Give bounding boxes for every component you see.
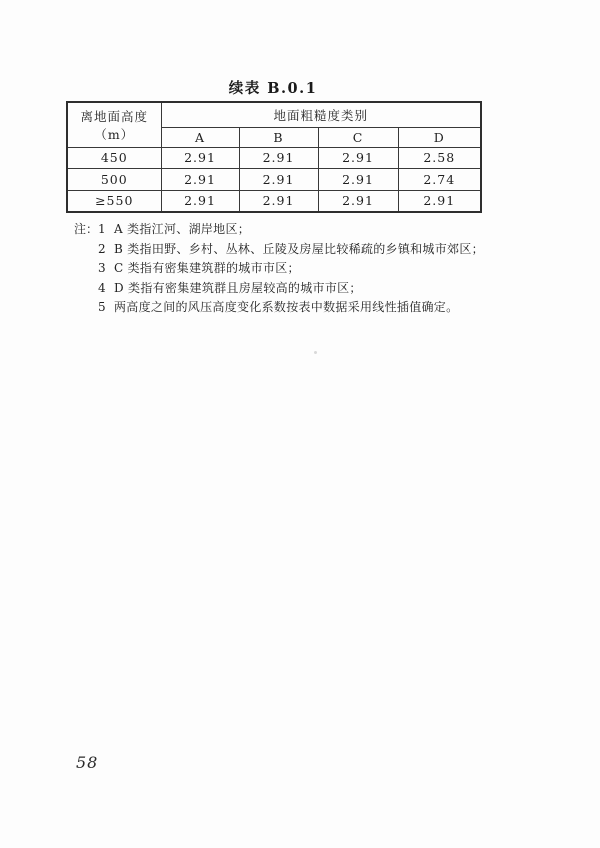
scan-artifact-dot (314, 351, 317, 354)
note-item (74, 240, 534, 260)
column-header-b: B (239, 127, 318, 147)
value-cell: 2.91 (161, 169, 239, 191)
note-number: 4 (98, 280, 106, 295)
table-title: 续表 B.0.1 (228, 80, 318, 97)
column-header-a: A (161, 127, 239, 147)
note-number: 3 (98, 261, 106, 275)
value-cell: 2.91 (239, 190, 318, 212)
note-text: A 类指江河、湖岸地区； (114, 222, 251, 236)
value-cell: 2.91 (239, 147, 318, 169)
table-row (67, 169, 481, 191)
note-number: 5 (98, 300, 106, 314)
height-cell: 500 (67, 169, 161, 191)
table-row (67, 147, 481, 169)
value-cell: 2.91 (398, 190, 481, 212)
note-item (74, 298, 534, 318)
column-header-c: C (318, 127, 398, 147)
note-item (74, 259, 534, 279)
value-cell: 2.91 (318, 147, 398, 169)
value-cell: 2.74 (398, 169, 481, 191)
value-cell: 2.91 (161, 190, 239, 212)
value-cell: 2.91 (318, 169, 398, 191)
height-cell: ≥550 (67, 190, 161, 212)
note-item (74, 220, 534, 240)
height-cell: 450 (67, 147, 161, 169)
note-number: 1 (98, 222, 106, 236)
value-cell: 2.58 (398, 147, 481, 169)
note-text: C 类指有密集建筑群的城市市区； (114, 261, 300, 275)
table-notes (74, 220, 534, 318)
table-header-row-1 (67, 102, 481, 127)
page-number: 58 (76, 753, 99, 772)
wind-pressure-coefficient-table (66, 101, 482, 213)
corner-header-cell: 离地面高度（m） (67, 102, 161, 147)
value-cell: 2.91 (318, 190, 398, 212)
note-text: D 类指有密集建筑群且房屋较高的城市市区； (114, 280, 362, 295)
note-text: B 类指田野、乡村、丛林、丘陵及房屋比较稀疏的乡镇和城市郊区； (114, 241, 484, 256)
group-header-cell: 地面粗糙度类别 (161, 102, 481, 127)
value-cell: 2.91 (239, 169, 318, 191)
column-header-d: D (398, 127, 481, 147)
notes-label: 注： (74, 222, 99, 236)
note-number: 2 (98, 241, 106, 256)
note-item (74, 279, 534, 299)
value-cell: 2.91 (161, 147, 239, 169)
table-row (67, 190, 481, 212)
note-text: 两高度之间的风压高度变化系数按表中数据采用线性插值确定。 (114, 300, 459, 314)
